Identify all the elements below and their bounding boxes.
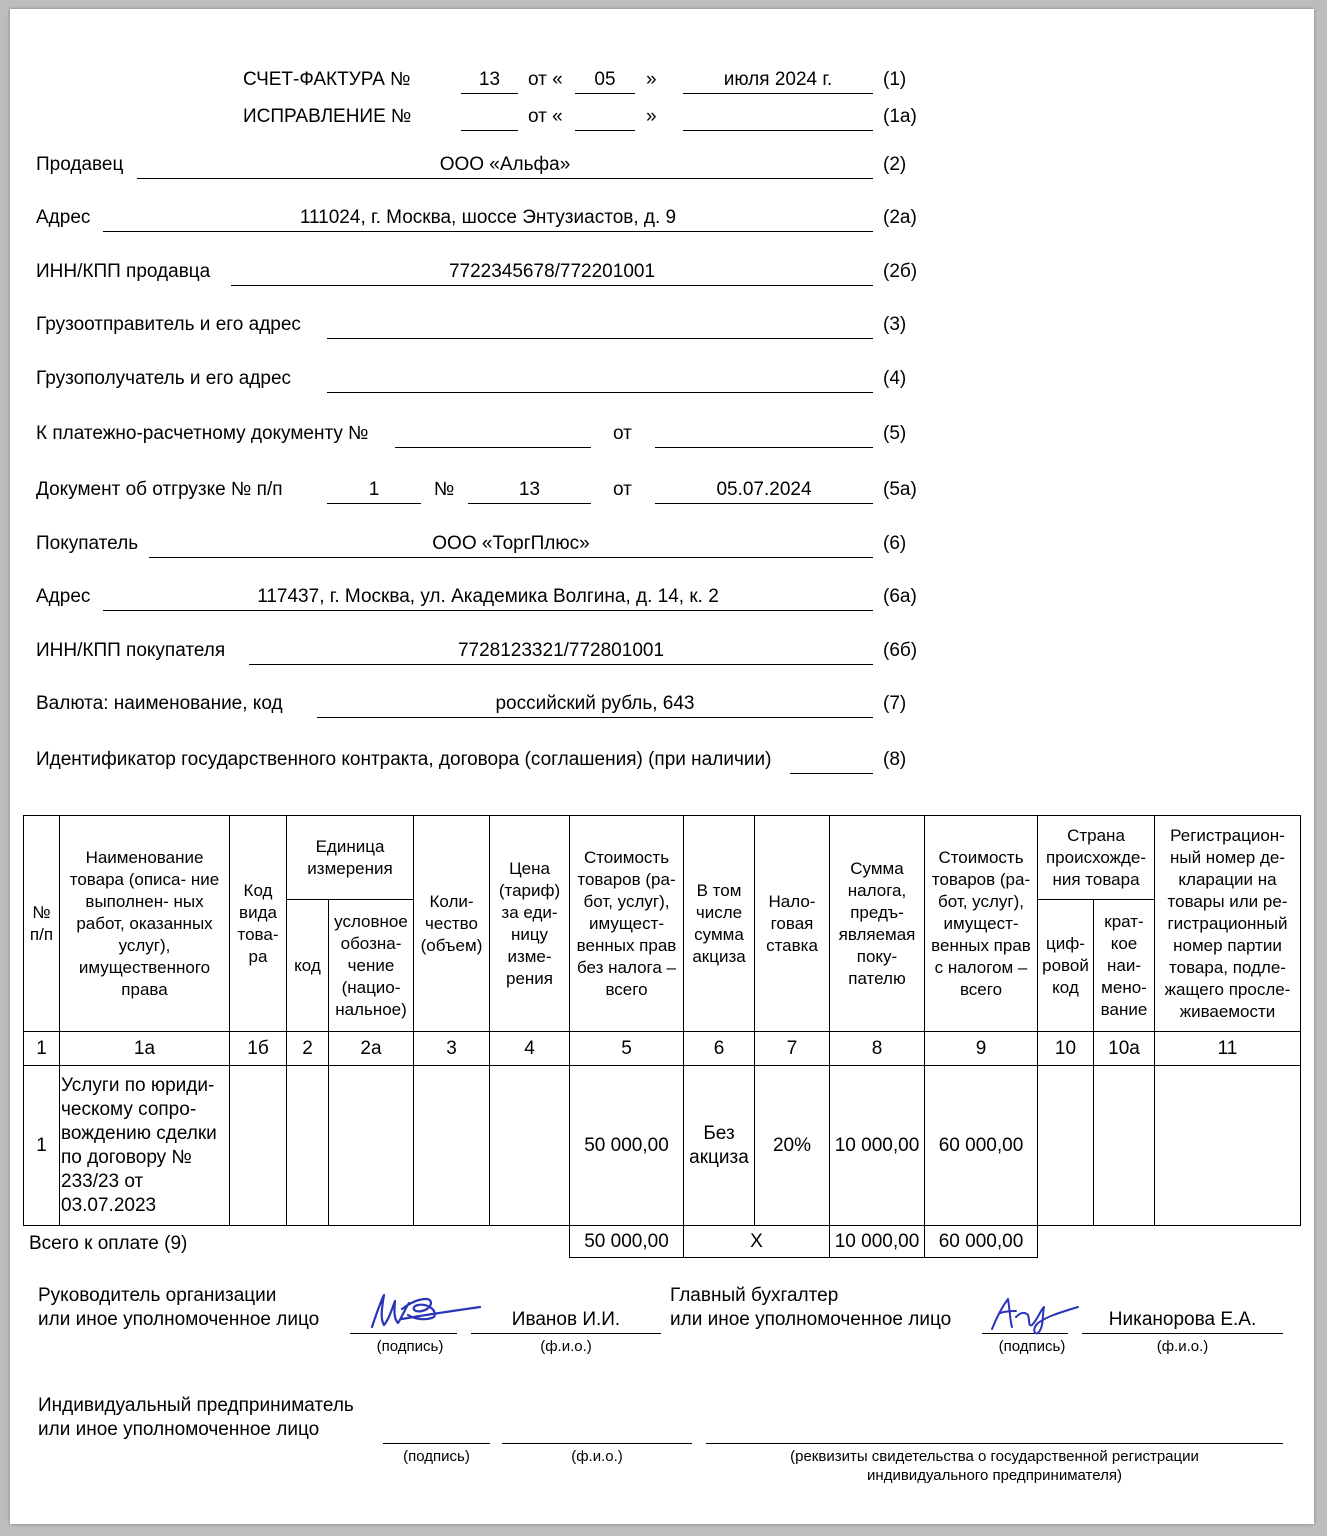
shipment-doc-no-label: № — [434, 479, 455, 500]
column-number: 8 — [830, 1032, 925, 1066]
column-number: 5 — [570, 1032, 684, 1066]
entrepreneur-signature-caption: (подпись) — [403, 1448, 470, 1465]
contract-id-value — [790, 746, 873, 774]
header-country-code: циф- ровой код — [1038, 900, 1094, 1032]
goods-table — [23, 815, 1301, 1226]
seller-inn-label: ИНН/КПП продавца — [36, 261, 211, 282]
consignee-label: Грузополучатель и его адрес — [36, 368, 292, 389]
column-number: 7 — [755, 1032, 830, 1066]
row-type-code — [230, 1066, 287, 1226]
entrepreneur-label-1: Индивидуальный предприниматель — [38, 1395, 354, 1416]
invoice-month-year: июля 2024 г. — [683, 66, 873, 94]
entrepreneur-requisites-line — [706, 1416, 1283, 1444]
header-unit-symbol: условное обозна- чение (нацио- нальное) — [329, 900, 414, 1032]
code-2: (2) — [883, 154, 907, 175]
requisites-caption-1: (реквизиты свидетельства о государственной регистрации — [790, 1448, 1199, 1465]
shipper-value — [327, 311, 873, 339]
invoice-day: 05 — [575, 66, 635, 94]
code-2b: (2б) — [883, 261, 918, 282]
buyer-inn-label: ИНН/КПП покупателя — [36, 640, 226, 661]
column-number: 2а — [329, 1032, 414, 1066]
total-cost-with-tax: 60 000,00 — [925, 1226, 1038, 1258]
totals-table — [569, 1225, 1038, 1258]
invoice-title-label: СЧЕТ-ФАКТУРА № — [243, 69, 411, 90]
header-quantity: Коли- чество (объем) — [414, 816, 490, 1032]
head-label-2: или иное уполномоченное лицо — [38, 1309, 320, 1330]
invoice-number: 13 — [461, 66, 518, 94]
header-type-code: Код вида това- ра — [230, 816, 287, 1032]
header-no: № п/п — [24, 816, 60, 1032]
seller-address-label: Адрес — [36, 207, 91, 228]
row-quantity — [414, 1066, 490, 1226]
column-number: 3 — [414, 1032, 490, 1066]
correction-day — [575, 103, 635, 131]
total-excise-tax-rate: X — [684, 1226, 830, 1258]
row-cost-with-tax: 60 000,00 — [925, 1066, 1038, 1226]
code-3: (3) — [883, 314, 907, 335]
row-cost-no-tax: 50 000,00 — [570, 1066, 684, 1226]
code-1: (1) — [883, 69, 907, 90]
consignee-value — [327, 365, 873, 393]
entrepreneur-signature-line — [383, 1416, 490, 1444]
shipment-doc-label: Документ об отгрузке № п/п — [36, 479, 283, 500]
column-number: 6 — [684, 1032, 755, 1066]
shipment-doc-date: 05.07.2024 — [655, 476, 873, 504]
payment-doc-label: К платежно-расчетному документу № — [36, 423, 369, 444]
accountant-fio-caption: (ф.и.о.) — [1156, 1338, 1209, 1355]
currency-value: российский рубль, 643 — [317, 690, 873, 718]
header-tax-amount: Сумма налога, предъ- являемая поку- пателю — [830, 816, 925, 1032]
row-country-code — [1038, 1066, 1094, 1226]
code-5a: (5а) — [883, 479, 917, 500]
column-number: 1 — [24, 1032, 60, 1066]
correction-month-year — [683, 103, 873, 131]
head-label-1: Руководитель организации — [38, 1285, 277, 1306]
header-name: Наименование товара (описа- ние выполнен- ных работ, оказанных услуг), имущественного права — [60, 816, 230, 1032]
column-number: 4 — [490, 1032, 570, 1066]
entrepreneur-label-2: или иное уполномоченное лицо — [38, 1419, 320, 1440]
total-tax-amount: 10 000,00 — [830, 1226, 925, 1258]
buyer-address-label: Адрес — [36, 586, 91, 607]
header-country: Страна происхожде- ния товара — [1038, 816, 1155, 900]
header-declaration: Регистрацион- ный номер де- кларации на товары или ре- гистрационный номер партии товара, подле- жащего просле- живаемости — [1155, 816, 1301, 1032]
correction-label: ИСПРАВЛЕНИЕ № — [243, 106, 412, 127]
column-number: 1а — [60, 1032, 230, 1066]
buyer-value: ООО «ТоргПлюс» — [149, 530, 873, 558]
column-number: 10 — [1038, 1032, 1094, 1066]
code-5: (5) — [883, 423, 907, 444]
code-6: (6) — [883, 533, 907, 554]
row-tax-amount: 10 000,00 — [830, 1066, 925, 1226]
code-2a: (2а) — [883, 207, 917, 228]
code-8: (8) — [883, 749, 907, 770]
payment-doc-number — [395, 420, 591, 448]
row-tax-rate: 20% — [755, 1066, 830, 1226]
row-excise: Без акциза — [684, 1066, 755, 1226]
shipment-doc-from-label: от — [613, 479, 632, 500]
seller-value: ООО «Альфа» — [137, 151, 873, 179]
column-number: 10а — [1094, 1032, 1155, 1066]
header-unit-code: код — [287, 900, 329, 1032]
contract-id-label: Идентификатор государственного контракта, договора (соглашения) (при наличии) — [36, 749, 772, 770]
totals-label: Всего к оплате (9) — [29, 1233, 188, 1254]
code-6a: (6а) — [883, 586, 917, 607]
buyer-inn-value: 7728123321/772801001 — [249, 637, 873, 665]
header-cost-with-tax: Стоимость товаров (ра- бот, услуг), имущест- венных прав с налогом – всего — [925, 816, 1038, 1032]
accountant-label-2: или иное уполномоченное лицо — [670, 1309, 952, 1330]
shipper-label: Грузоотправитель и его адрес — [36, 314, 301, 335]
header-tax-rate: Нало- говая ставка — [755, 816, 830, 1032]
shipment-doc-number: 13 — [468, 476, 591, 504]
accountant-signature-caption: (подпись) — [998, 1338, 1066, 1355]
head-signature-caption: (подпись) — [376, 1338, 444, 1355]
code-6b: (6б) — [883, 640, 918, 661]
head-fio-caption: (ф.и.о.) — [540, 1338, 592, 1355]
column-number: 11 — [1155, 1032, 1301, 1066]
buyer-address-value: 117437, г. Москва, ул. Академика Волгина, д. 14, к. 2 — [103, 583, 873, 611]
table-row — [24, 1066, 1301, 1226]
header-excise: В том числе сумма акциза — [684, 816, 755, 1032]
accountant-signature-icon — [982, 1293, 1082, 1337]
correction-from-label: от « — [528, 106, 563, 127]
invoice-from-label: от « — [528, 69, 563, 90]
row-price — [490, 1066, 570, 1226]
row-unit-code — [287, 1066, 329, 1226]
row-name: Услуги по юриди- ческому сопро- вождению сделки по договору № 233/23 от 03.07.2023 — [60, 1066, 230, 1226]
header-country-name: крат- кое наи- мено- вание — [1094, 900, 1155, 1032]
correction-number — [461, 103, 518, 131]
header-unit: Единица измерения — [287, 816, 414, 900]
seller-address-value: 111024, г. Москва, шоссе Энтузиастов, д. 9 — [103, 204, 873, 232]
currency-label: Валюта: наименование, код — [36, 693, 283, 714]
shipment-doc-pp: 1 — [327, 476, 421, 504]
seller-label: Продавец — [36, 154, 124, 175]
row-country-name — [1094, 1066, 1155, 1226]
column-number: 9 — [925, 1032, 1038, 1066]
code-7: (7) — [883, 693, 907, 714]
accountant-label-1: Главный бухгалтер — [670, 1285, 839, 1306]
head-name: Иванов И.И. — [471, 1306, 661, 1334]
invoice-page — [10, 9, 1314, 1524]
payment-doc-date — [655, 420, 873, 448]
column-numbers-row — [24, 1032, 1301, 1066]
correction-close-quote: » — [646, 106, 657, 127]
row-declaration — [1155, 1066, 1301, 1226]
code-1a: (1а) — [883, 106, 917, 127]
total-cost-no-tax: 50 000,00 — [570, 1226, 684, 1258]
invoice-close-quote: » — [646, 69, 657, 90]
buyer-label: Покупатель — [36, 533, 139, 554]
column-number: 1б — [230, 1032, 287, 1066]
row-unit-symbol — [329, 1066, 414, 1226]
seller-inn-value: 7722345678/772201001 — [231, 258, 873, 286]
entrepreneur-name-line — [502, 1416, 692, 1444]
row-no: 1 — [24, 1066, 60, 1226]
payment-doc-from-label: от — [613, 423, 632, 444]
header-cost-no-tax: Стоимость товаров (ра- бот, услуг), имущест- венных прав без налога – всего — [570, 816, 684, 1032]
code-4: (4) — [883, 368, 907, 389]
head-signature-icon — [362, 1289, 482, 1335]
entrepreneur-fio-caption: (ф.и.о.) — [571, 1448, 623, 1465]
accountant-name: Никанорова Е.А. — [1082, 1306, 1283, 1334]
header-price: Цена (тариф) за еди- ницу изме- рения — [490, 816, 570, 1032]
requisites-caption-2: индивидуального предпринимателя) — [867, 1467, 1122, 1484]
column-number: 2 — [287, 1032, 329, 1066]
